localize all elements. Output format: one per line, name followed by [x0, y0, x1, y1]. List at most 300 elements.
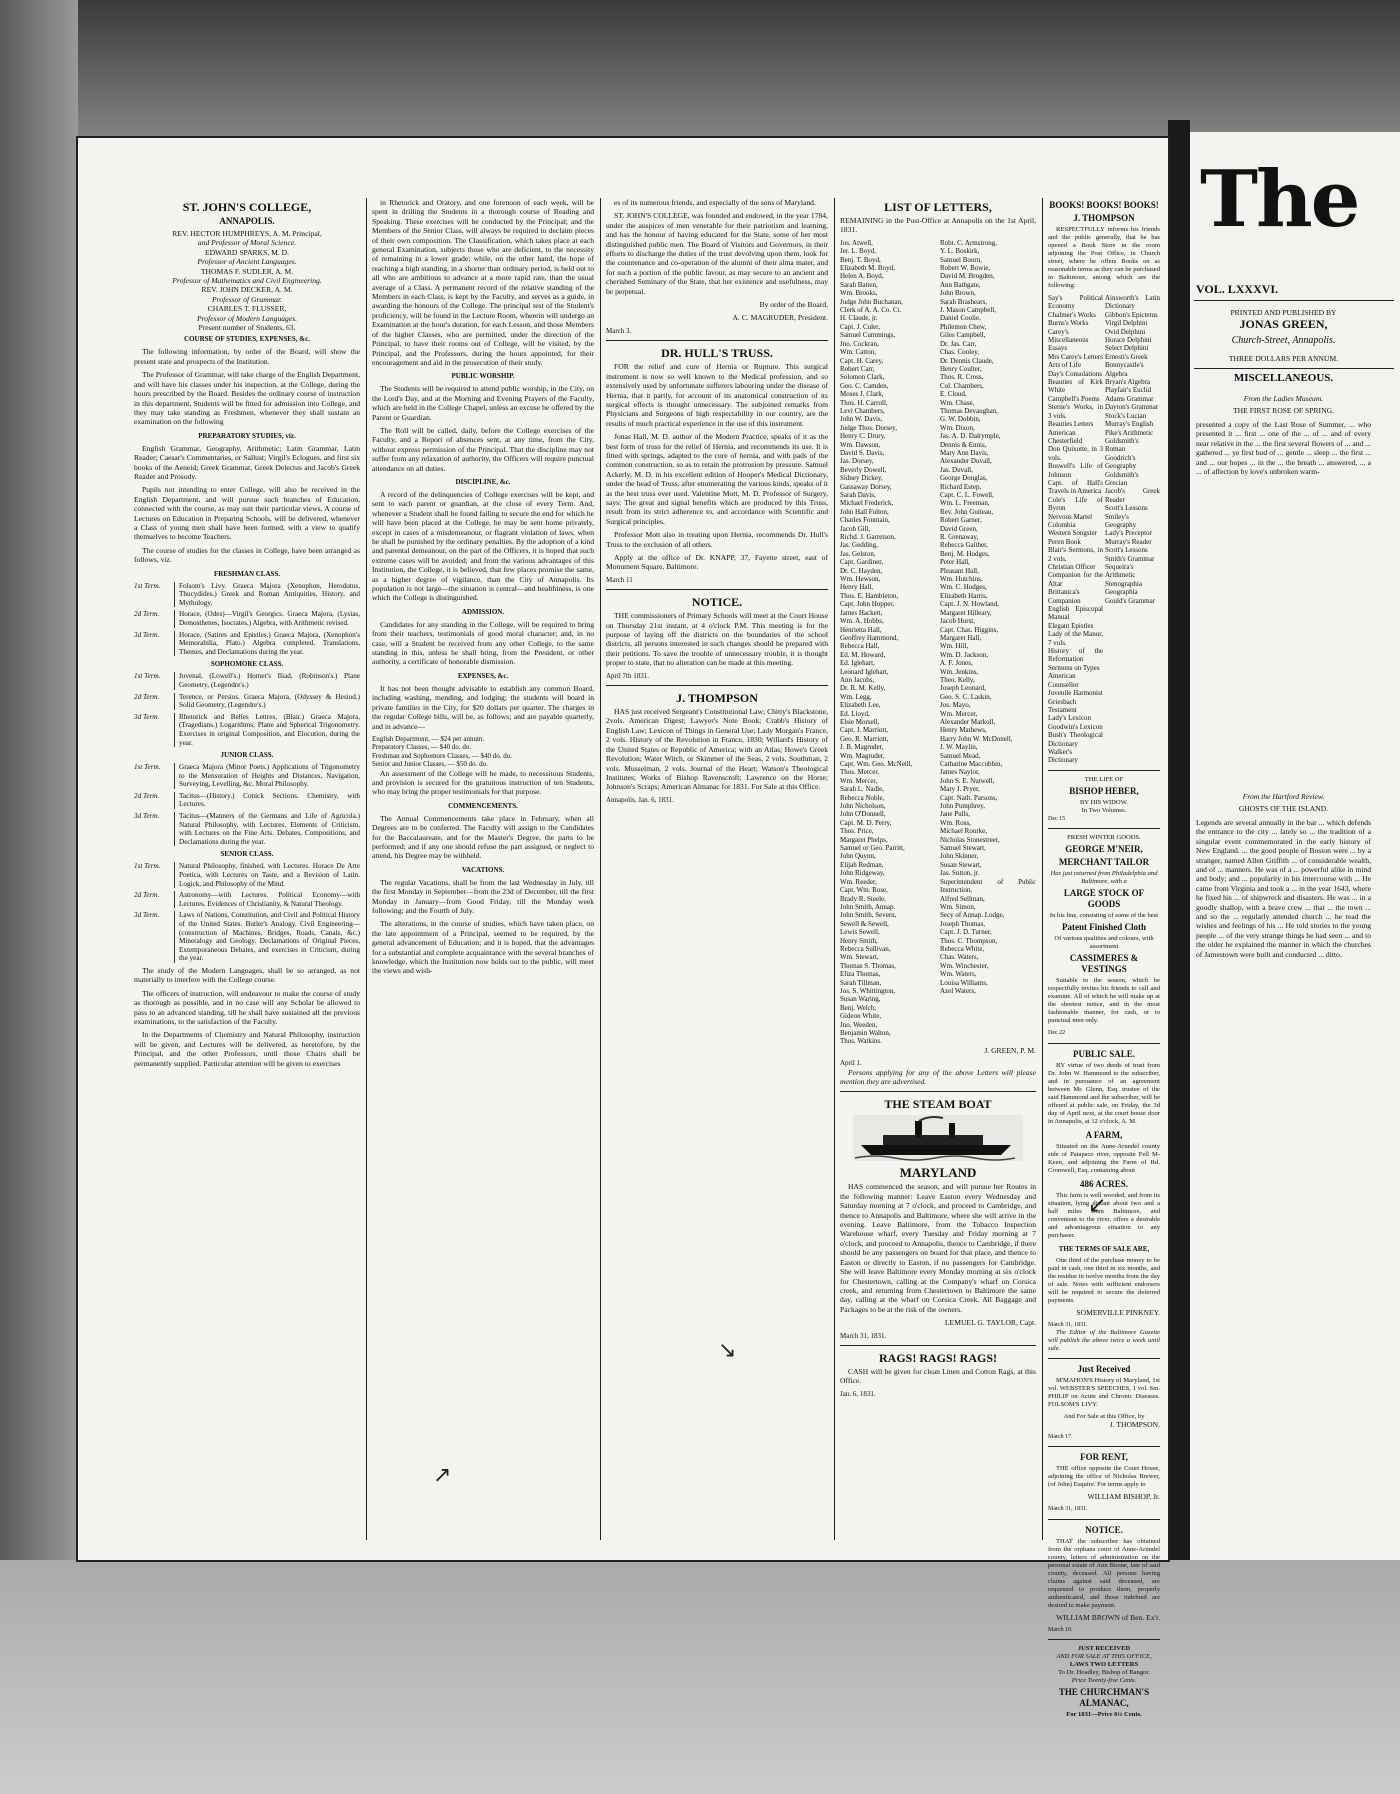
term-subjects: Terence, or Persius. Graeca Majora, (Odyssey & Hesiod.) Solid Geometry, (Legendre's.) — [174, 693, 360, 710]
term-subjects: Tacitus—(History.) Conick Sections. Chemistry, with Lectures. — [174, 792, 360, 809]
letters-note: Persons applying for any of the above Letters will please mention they are advertised. — [840, 1067, 1036, 1087]
letter-recipient: Richd. J. Garretson, — [840, 533, 896, 542]
expenses-heading: EXPENSES, &c. — [457, 671, 509, 680]
book-title: Bonnycastle's Algebra — [1105, 361, 1144, 378]
letter-recipient: John O'Donnell, — [840, 810, 886, 819]
rags-title: RAGS! RAGS! RAGS! — [878, 1350, 997, 1365]
letter-recipient: Capt. M. D. Perry, — [840, 818, 892, 827]
letter-recipient: Margaret Hall, — [940, 633, 982, 642]
book-title: Don Quixotte, in 3 vols. — [1048, 445, 1103, 462]
faculty-line: Professor of Ancient Languages. — [197, 257, 297, 267]
book-title: Arts of Life — [1048, 361, 1082, 370]
fee-line: English Department, — $24 per annum. — [372, 734, 485, 743]
book-title: Beauties Letters — [1048, 420, 1094, 429]
bishop-by: BY HIS WIDOW. — [1080, 798, 1128, 806]
letter-recipient: Elizabeth M. Boyd, — [840, 264, 895, 273]
course-term-row — [134, 631, 360, 657]
letter-recipient: Dr. R. M. Kelly, — [840, 684, 886, 693]
almanac-sale: AND FOR SALE AT THIS OFFICE, — [1056, 1653, 1152, 1661]
letter-recipient: Ann Jacobs, — [840, 675, 875, 684]
book-title: Goodrich's Geography — [1105, 453, 1137, 471]
letter-recipient: Harry John W. McDonell, — [940, 734, 1013, 743]
term-label: 1st Term. — [134, 862, 161, 871]
letter-recipient: Beverly Dowell, — [840, 465, 887, 474]
truss-title: DR. HULL'S TRUSS. — [661, 346, 773, 361]
letter-recipient: Solomon Clark, — [840, 373, 885, 382]
letter-recipient: Elizabeth Lee, — [840, 701, 881, 710]
almanac-to: To Dr. Hoadley, Bishop of Bangor. — [1058, 1669, 1150, 1677]
term-label: 2d Term. — [134, 891, 160, 900]
separator — [1048, 1043, 1160, 1044]
letter-recipient: Wm. Jenkins, — [940, 667, 979, 676]
letter-recipient: David S. Davis, — [840, 448, 885, 457]
board-order: By order of the Board, — [759, 300, 828, 310]
letter-recipient: Susan Waring, — [840, 995, 881, 1004]
term-subjects: Laws of Nations, Constitution, and Civil and Political History of the United States. Butler's Analogy. Civil Engineering—(construction of Machines, Bridges, Roads, Canals, &c.) Mineralogy and Geology. Declamations of Original Pieces, Extemporaneous Debates, and exercises in Criticism, during the year. — [174, 911, 360, 963]
admission-heading: ADMISSION. — [461, 607, 505, 616]
book-title: Ovid Delphini — [1105, 327, 1146, 336]
volume-number: VOL. LXXXVI. — [1196, 282, 1279, 296]
letter-recipient: Capt. J. N. Howland, — [940, 600, 999, 609]
roll-paragraph: The Roll will be called, daily, before the College exercises of the Faculty, and a Report of absences sent, at any time, from the City, without express permission of the Principal. That the discipline may not suffer from any relaxation of authority, the Officers will require punctual attendance on all duties. — [372, 425, 594, 473]
bishop-name: BISHOP HEBER, — [1069, 785, 1139, 796]
book-title: Brittanica's Companion — [1048, 588, 1081, 605]
term-label: 3d Term. — [134, 630, 160, 639]
letter-recipient: Rebecca Hall, — [840, 642, 880, 651]
separator — [840, 1345, 1036, 1346]
letter-recipient: G. W. Dobbin, — [940, 415, 981, 424]
letter-recipient: Charles Fountain, — [840, 516, 890, 525]
course-term-row — [134, 911, 360, 963]
letter-recipient: Jos. Mayo, — [940, 701, 971, 710]
prep-heading: PREPARATORY STUDIES, viz. — [198, 431, 296, 440]
letter-recipient: Thos. Price, — [840, 827, 874, 836]
vacations-paragraph: The regular Vacations, shall be from the last Wednesday in July, till the first Monday in September—from the 23d of December, till the first Monday in January—from Good Friday, till the Monday week following; and the Fourth of July. — [372, 877, 594, 915]
letter-recipient: J. B. Magruder, — [840, 743, 884, 752]
postmaster-date: April 1. — [840, 1059, 862, 1068]
letter-recipient: Thos. Mercer, — [840, 768, 880, 777]
letter-recipient: Nicholas Stonestreet, — [940, 835, 1000, 844]
faculty-line: Professor of Mathematics and Civil Engineering. — [172, 276, 322, 286]
rags-paragraph: CASH will be given for clean Linen and Cotton Rags, at this Office. — [840, 1366, 1036, 1386]
rent-date: March 31, 1831. — [1048, 1506, 1088, 1513]
column-college-continued — [372, 198, 594, 1540]
letter-recipient: A. F. Jones, — [940, 659, 973, 668]
letter-recipient: R. Grenaway, — [940, 533, 979, 542]
letter-recipient: Wm. Mercer, — [840, 776, 878, 785]
book-title: Griesbach Testament — [1048, 697, 1077, 714]
book-title: Adams Grammar — [1105, 394, 1154, 403]
expenses-paragraph: It has not been thought advisable to establish any common Board, including washing, mending, and lodging; the students will board in private families in the City, for $20 dollars per quarter. The charges in the regular College bills, will be, as follows; and are payable quarterly, and in advance— — [372, 683, 594, 731]
truss-mott: Professor Mott also in treating upon Hernia, recommends Dr. Hull's Truss to the exclusion of all others. — [606, 530, 828, 549]
term-subjects: Juvenal, (Lowell's.) Homer's Iliad, (Robinson's.) Plane Geometry, (Legendre's.) — [174, 672, 360, 689]
book-title: Ernesti's Greek — [1105, 352, 1148, 361]
letter-recipient: Ann Bathgate, — [940, 280, 981, 289]
terms-note: The Editor of the Baltimore Gazette will publish the above twice a week until sale. — [1048, 1328, 1160, 1352]
letter-recipient: Wm. C. Hodges, — [940, 583, 987, 592]
faculty-line: and Professor of Moral Science. — [197, 238, 297, 248]
ghost-text: Legends are several annually in the bar ... which defends the entrance to the city ... lately so ... the tradition of a singular event commemorated in the early history of New England. ... the good people of Boston were ... by a stranger, named Allen Griffith ... of considerable wealth, and of ... manners. He was of a ... powerful alike in mind and body; and ... popularity in his intercourse with ... He came from Virginia and took a ... in the year 1643, where he fixed his ... of shipwreck and disasters. He was ... in a goodly shallop, with a brave crew ... that ... the town ... and so the ... regularly attended church ... he read the wishes and feelings of his ... He told stories to the young people ... of the very strange things he had seen ... and to the older he explained the manner in which the churches of Jamestown were built and conducted ... ditto. — [1196, 818, 1371, 959]
book-title: Peren Book — [1048, 537, 1081, 546]
grammar-paragraph: The Professor of Grammar, will take charge of the English Department, and will have his classes under his inspection, at the College, during the hours prescribed by the Board. Besides the ordinary course of instruction in this department, Students will be fitted for admission into College, and they may take standing as Freshmen, whenever they shall sustain an examination on the following — [134, 370, 360, 427]
letter-recipient: Michael Frederick, — [840, 499, 894, 508]
letter-recipient: Helen A. Boyd, — [840, 272, 884, 281]
bishop-title: THE LIFE OF — [1084, 775, 1124, 783]
book-title: Colombia — [1048, 520, 1076, 529]
letter-recipient: Theo. Kelly, — [940, 675, 975, 684]
letter-recipient: Eliza Thomas, — [840, 970, 881, 979]
book-title: Smith's Grammar — [1105, 554, 1155, 563]
letter-recipient: Henrietta Hall, — [840, 625, 882, 634]
separator — [606, 340, 828, 341]
term-label: 3d Term. — [134, 911, 160, 920]
rags-date: Jan. 6, 1831. — [840, 1389, 876, 1398]
book-title: Select Delphini — [1105, 344, 1149, 353]
letter-recipient: Henry Hall, — [840, 583, 874, 592]
faculty-line: Professor of Grammar. — [212, 294, 282, 304]
book-title: Goldsmith's Roman — [1105, 436, 1139, 454]
letter-recipient: E. Cloud, — [940, 390, 967, 399]
letter-recipient: Daniel Coolie, — [940, 314, 981, 323]
term-label: 3d Term. — [134, 712, 160, 721]
book-title: Chalmer's Works — [1048, 310, 1096, 319]
postmaster: J. GREEN, P. M. — [984, 1045, 1036, 1055]
mcneir-line: Has just returned from Philadelphia and Baltimore, with a — [1050, 870, 1158, 886]
intro-paragraph: The following information, by order of the Board, will show the present state and prospects of the Institution. — [134, 347, 360, 366]
page-gutter — [1168, 120, 1190, 1560]
rent-title: FOR RENT, — [1080, 1452, 1128, 1463]
book-title: Sequeira's Arithmetic — [1105, 563, 1136, 580]
letter-recipient: Philemon Chew, — [940, 322, 987, 331]
term-label: 3d Term. — [134, 812, 160, 821]
books-list — [1048, 294, 1160, 765]
course-term-row — [134, 862, 360, 888]
faculty-line: REV. JOHN DECKER, A. M. — [201, 285, 293, 295]
received-note: And For Sale at this Office, by — [1063, 1412, 1145, 1420]
separator — [1048, 1519, 1160, 1520]
letter-recipient: John W. Davis, — [840, 415, 883, 424]
letter-recipient: Rebecca Gaither, — [940, 541, 988, 550]
letter-recipient: John Quynn, — [840, 852, 876, 861]
admin-notice-title: NOTICE. — [1085, 1524, 1123, 1535]
books-paragraph: RESPECTFULLY informs his friends and the public generally, that he has opened a Book Store in the room adjoining the Post Office, in Church street, where he offers Books on as reasonable terms as they can be purchased in Baltimore, among which are the following: — [1048, 226, 1160, 289]
letter-recipient: Wm. Mercer, — [940, 709, 978, 718]
letter-recipient: Elsie Morsell, — [840, 717, 880, 726]
letter-recipient: Robt. C. Armstrong, — [940, 238, 997, 247]
letter-recipient: Thos. E. Hambleton, — [840, 591, 899, 600]
letter-recipient: Geo. R. Marriott, — [840, 734, 889, 743]
letter-recipient: Thomas Devaughan, — [940, 406, 998, 415]
letter-recipient: Chas. Cooley, — [940, 348, 980, 357]
book-title: Capt. of Hall's Travels in America — [1048, 478, 1103, 496]
book-title: Christian Officer — [1048, 563, 1096, 571]
letter-recipient: Ed. Iglehart, — [840, 659, 875, 668]
letter-recipient: John Ridgeway, — [840, 869, 885, 878]
college-place: ANNAPOLIS. — [219, 216, 275, 226]
letter-recipient: Capt. Gardiner, — [840, 558, 884, 567]
letter-recipient: Wm. Hill, — [940, 642, 969, 651]
letter-recipient: Wm. Dixon, — [940, 423, 975, 432]
pupils-paragraph: Pupils not intending to enter College, will also be received in the English Department, and will pursue such branches of Education, connected with the course, as may suit their particular views. A course of Lectures on Education in Preparing Schools, will be delivered, whenever a Class of young men shall have been formed, with a view to qualify themselves to become Teachers. — [134, 485, 360, 542]
book-title: Stock's Lucian — [1105, 411, 1147, 420]
letter-recipient: Henry Mathews, — [940, 726, 987, 735]
letter-recipient: Wm. Hutchins, — [940, 575, 983, 584]
book-title: Western Songster — [1048, 529, 1098, 538]
book-title: Scott's Lessons — [1105, 504, 1148, 513]
letter-recipient: Brady R. Steele, — [840, 894, 886, 903]
letter-recipient: Samuel Cummings, — [840, 331, 896, 340]
letter-recipient: Y. L. Boskirk, — [940, 247, 980, 256]
letter-recipient: Wm. Chase, — [940, 398, 975, 407]
course-term-row — [134, 713, 360, 747]
letter-recipient: Sarah Batten, — [840, 280, 878, 289]
term-label: 2d Term. — [134, 791, 160, 800]
letter-recipient: Dennis & Ennis, — [940, 440, 987, 449]
letter-recipient: John Pumphrey, — [940, 802, 986, 811]
letter-recipient: Gideon White, — [840, 1012, 882, 1021]
letter-recipient: Louisa Williams, — [940, 978, 988, 987]
mcneir-cloth: Patent Finished Cloth — [1061, 922, 1146, 933]
truss-apply: Apply at the office of Dr. KNAPP, 37, Fayette street, east of Monument Square, Baltimore. — [606, 553, 828, 572]
letter-recipient: Benj. Welch, — [840, 1003, 877, 1012]
modern-languages-paragraph: The study of the Modern Languages, shall be so arranged, as not materially to interfere with the College course. — [134, 965, 360, 985]
letter-recipient: J. W. Maylin, — [940, 743, 978, 752]
letter-recipient: Samuel or Geo. Parritt, — [840, 844, 905, 853]
letter-recipient: Wm. D. Jackson, — [940, 650, 989, 659]
letter-recipient: Secy of Annap. Lodge, — [940, 911, 1005, 920]
separator — [840, 1091, 1036, 1092]
term-subjects: Rhetorick and Belles Lettres, (Blair.) Graeca Majora, (Tragedians.) Logarithms; Plane and Spherical Trigonometry. Exercises in original Composition, and Elocution, during the year. — [174, 713, 360, 747]
book-title: Beauties of Kirk White — [1048, 378, 1103, 395]
letter-recipient: Capt. J. D. Turner, — [940, 928, 992, 937]
almanac-price: Price Twenty-five Cents. — [1071, 1677, 1137, 1685]
scan-backdrop-left — [0, 0, 78, 1794]
course-term-row — [134, 763, 360, 789]
letter-recipient: Rebecca White, — [940, 944, 985, 953]
book-title: Lady's Lexicon — [1048, 714, 1092, 723]
junior-heading: JUNIOR CLASS. — [220, 751, 274, 760]
term-subjects: Folsom's Livy. Graeca Majora (Xenophon, Herodotus, Thucydides.) Greek and Roman Antiquities, History, and Mythology. — [174, 582, 360, 608]
founding-paragraph: ST. JOHN'S COLLEGE, was founded and endowed, in the year 1784, under the auspices of men venerable for their patriotism and learning, and has the honour of having educated for the State, some of her most distinguished public men. The Board of Visitors and Governors, in their efforts to discharge the duties of the trust devolving upon them, look for the countenance and co-operation of the alumni of their alma mater, and for such a portion of the public favour, as may secure to an ancient and cherished Seminary of the State, that her existence and usefulness, may be perpetual. — [606, 211, 828, 296]
book-title: Sermons on Types — [1048, 663, 1100, 672]
letter-recipient: John Hall Fulton, — [840, 507, 889, 516]
letter-recipient: Giles Campbell, — [940, 331, 986, 340]
farm-paragraph: Situated on the Anne-Arundel county side of Patapsco river, opposite Fell M-Keen, and adjoining the Farm of Rd. Cromwell, Esq. containing about — [1048, 1142, 1160, 1174]
letter-recipient: Elijah Redman, — [840, 860, 884, 869]
separator — [606, 685, 828, 686]
source-ladies-museum: From the Ladies Museum. — [1243, 394, 1324, 403]
mcneir-p3: Suitable to the season, which he respectfully invites his friends to call and examine. All of which he will make up at the shortest notice, and in the most fashionable manner, for cash, or to punctual men only. — [1048, 977, 1160, 1025]
terms-signer: SOMERVILLE PINKNEY. — [1076, 1307, 1160, 1317]
letter-recipient: Jas. A. D. Dalrymple, — [940, 432, 1001, 441]
letter-recipient: Samuel Mead, — [940, 751, 981, 760]
letter-recipient: Pleasant Hall, — [940, 566, 979, 575]
letter-recipient: Elizabeth Harris, — [940, 591, 988, 600]
term-label: 2d Term. — [134, 692, 160, 701]
book-title: Virgil Delphini — [1105, 319, 1148, 328]
letter-recipient: Wm. L. Freeman, — [940, 499, 990, 508]
course-term-row — [134, 693, 360, 710]
letter-recipient: Chas. Waters, — [940, 953, 979, 962]
letter-recipient: Wm. Ross, — [940, 818, 971, 827]
letter-recipient: Sarah Davis, — [840, 491, 876, 499]
letter-recipient: Mary J. Pryer, — [940, 785, 980, 794]
letter-recipient: Jacob Gill, — [840, 524, 871, 533]
book-title: English Episcopal Manual — [1048, 605, 1103, 622]
books-seller: J. THOMPSON — [1073, 213, 1135, 223]
course-term-row — [134, 582, 360, 608]
scan-backdrop-top — [0, 0, 1400, 150]
received-signer: J. THOMPSON. — [1109, 1419, 1160, 1429]
fee-line: Freshman and Sophomore Classes, — $40 do. do. — [372, 751, 512, 760]
letter-recipient: Susan Stewart, — [940, 860, 982, 869]
letter-recipient: Jas. Duvall, — [940, 465, 973, 474]
letter-recipient: Wm. Reeder, — [840, 877, 877, 886]
separator — [1048, 1446, 1160, 1447]
letter-recipient: Wm. Hewson, — [840, 575, 881, 584]
letter-recipient: George Douglas, — [940, 474, 988, 483]
letter-recipient: Dr. Jas. Carr, — [940, 339, 977, 348]
letter-recipient: Judge John Buchanan, — [840, 297, 903, 306]
letter-recipient: Wm. Waters, — [940, 970, 977, 979]
schools-notice-paragraph: THE commissioners of Primary Schools will meet at the Court House on Thursday 21st instant, at 4 o'clock P.M. This meeting is for the purpose of laying off the districts on the boundaries of the school districts, all persons interested in such changes should be prepared with their petitions. To save the trouble of unnecessary trouble, it is thought proper to state, that no alteration can be made at this meeting. — [606, 611, 828, 668]
letter-recipient: Dr. C. Hayden, — [840, 566, 883, 575]
steamboat-signer: LEMUEL G. TAYLOR, Capt. — [944, 1318, 1036, 1328]
sale-title: PUBLIC SALE. — [1072, 1048, 1135, 1059]
letter-recipient: Samuel Bourn, — [940, 255, 982, 264]
received-title: Just Received — [1077, 1363, 1131, 1374]
book-title: Cole's Life of Byron — [1048, 495, 1103, 513]
letter-recipient: Joseph Thomas, — [940, 919, 985, 928]
letter-recipient: Margaret Hilleary, — [940, 608, 992, 617]
letter-recipient: Thos. H. Carroll, — [840, 398, 888, 407]
course-term-row — [134, 792, 360, 809]
prep-paragraph: English Grammar, Geography, Arithmetic; Latin Grammar, Latin Reader; Caesar's Commentaries, or Sallust; Virgil's Eclogues, and first six books of the Aeneid; Greek Grammar, Greek Delectus and Jacob's Greek Reader and Prosody. — [134, 443, 360, 481]
letter-recipient: Capt. Wm. Rose, — [840, 886, 888, 895]
steamboat-icon — [853, 1115, 1023, 1161]
truss-paragraph: FOR the relief and cure of Hernia or Rupture. This surgical instrument is now so well known to the Medical profession, and so extensively used by unfortunate sufferers labouring under the disease of Hernia, that it partly, for account of its anatomical construction of its surgical effects is thought unnecessary. The subjoined remarks from Physicians and Surgeons of high respectability in our country, are the results of much practical experience in the use of this instrument. — [606, 362, 828, 428]
book-title: Companion for the Altar — [1048, 571, 1103, 588]
course-term-row — [134, 672, 360, 689]
letter-recipient: James Naylor, — [940, 768, 980, 777]
masthead-rule — [1194, 368, 1394, 369]
column-rule — [834, 198, 835, 1540]
source-hartford-review: From the Hartford Review. — [1242, 792, 1325, 801]
faculty-line: REV. HECTOR HUMPHREYS, A. M. Principal, — [172, 229, 322, 238]
worship-paragraph: The Students will be required to attend public worship, in the City, on the Lord's Day, and at the Morning and Evening Prayers of the Faculty, which are held in the College Chapel, unless an excuse be offered by the Parent or Guardian. — [372, 384, 594, 422]
letter-recipient: Joseph Leonard, — [940, 684, 986, 693]
letter-recipient: Jer. L. Boyd, — [840, 247, 876, 256]
letters-names-right — [940, 239, 1036, 1046]
letter-recipient: Sarah L. Nadle, — [840, 785, 884, 794]
terms-date: March 31, 1831. — [1048, 1321, 1088, 1328]
letter-recipient: Jas. Gelston, — [840, 549, 876, 558]
mcneir-p1: In his line, consisting of some of the best — [1049, 912, 1159, 920]
course-heading: COURSE OF STUDIES, EXPENSES, &c. — [184, 335, 310, 344]
letter-recipient: Capt. John Hopper, — [840, 600, 895, 609]
rent-signer: WILLIAM BISHOP, Jr. — [1087, 1492, 1160, 1502]
term-subjects: Tacitus—(Manners of the Germans and Life of Agricola.) Natural Philosophy, with Lectures. Elements of Criticism, with Lectures on the Fine Arts. Debates, Compositions, and Declamations during the year. — [174, 812, 360, 846]
letter-recipient: Rev. John Guiteau, — [940, 507, 994, 516]
faculty-line: CHARLES T. FLUSSER, — [207, 304, 287, 314]
vacations-heading: VACATIONS. — [461, 865, 505, 874]
letter-recipient: John Smith, Severn, — [840, 911, 897, 920]
friends-paragraph: es of its numerous friends, and especially of the sons of Maryland. — [614, 198, 816, 207]
letter-recipient: Thos. R. Cross, — [940, 373, 984, 382]
commencements-paragraph: The Annual Commencements take place in February, when all Degrees are to be conferred. The Faculty will assign to the Candidates for the Baccalaureate, and for the Master's Degree, the parts to be performed; and if any one should refuse the part assigned, or neglect to attend, his Degree may be withheld. — [372, 813, 594, 861]
letter-recipient: Wm. Brooks, — [840, 289, 878, 298]
term-subjects: Natural Philosophy, finished, with Lectures. Horace De Arte Poetica, with Lectures on Taste, and a Revision of Latin. Logick, and Philosophy of the Mind. — [174, 862, 360, 888]
term-label: 2d Term. — [134, 610, 160, 619]
separator — [1048, 770, 1160, 771]
steamboat-heading: THE STEAM BOAT — [884, 1097, 992, 1112]
book-title: Day's Consolations — [1048, 369, 1102, 378]
rose-text: presented a copy of the Last Rose of Summer, ... who presented it ... first ... one of the ... of ... and of every near relative in the ... the first several flowers of ... and ... gathered ... ye first bud of ... gentle ... sleep ... the first ... and ... our hopes ... in the ... the breath ... answered, ... a ... of affection by love's unbroken warm- — [1196, 420, 1371, 477]
terms-paragraph: One third of the purchase money to be paid in cash, one third in six months, and the residue in twelve months from the day of sale. Notes with sufficient endorsers will be required to secure the deferred payments. — [1048, 1256, 1160, 1304]
letter-recipient: Lewis Sewell, — [840, 928, 880, 937]
letter-recipient: Jas. Sutton, jr. — [940, 869, 980, 878]
letter-recipient: Robert Garner, — [940, 516, 982, 525]
term-label: 1st Term. — [134, 581, 161, 590]
assessment-paragraph: An assessment of the College will be made, to necessitous Students, and provision is secured for the gratuitous instruction of ten Students, who may bring the proper testimonials for that purpose. — [372, 768, 594, 797]
almanac-year: For 1831—Price 6¼ Cents. — [1066, 1711, 1142, 1719]
letter-recipient: H. Claude, jr. — [840, 314, 878, 323]
letter-recipient: Superintendent of Public Instruction, — [940, 877, 1036, 895]
book-title: Murray's English — [1105, 420, 1154, 429]
letter-recipient: Jas. Gedding, — [840, 541, 878, 550]
letter-recipient: Wm. Stewart, — [840, 953, 879, 962]
schools-notice-title: NOTICE. — [691, 595, 743, 610]
fee-line: Preparatory Classes, — $40 do. do. — [372, 743, 472, 752]
letter-recipient: Col. Chambers, — [940, 381, 984, 390]
admission-paragraph: Candidates for any standing in the College, will be required to bring from their teachers, testimonials of good moral character; and, in no case, will a Student be received from any other College, to the same standing in this, unless he shall bring, from the President, or other authority, a certificate of honorable dismission. — [372, 619, 594, 667]
book-title: Smiley's Geography — [1105, 512, 1137, 529]
alterations-paragraph: The alterations, in the course of studies, which have taken place, on the late appointment of a Principal, seemed to be required, by the general advancement of Education; and it is hoped, that the advantages for a substantial and complete acquaintance with the several branches of knowledge, which the Institution now holds out to the public, will meet the views and wish- — [372, 919, 594, 976]
letter-recipient: Capt. J. Culer, — [840, 322, 880, 331]
farm-acres: 486 ACRES. — [1079, 1178, 1128, 1189]
letter-recipient: Jane Pulls, — [940, 810, 970, 819]
letter-recipient: Wm. Catton, — [840, 348, 876, 357]
book-title: Lady's Preceptor — [1105, 529, 1152, 538]
book-title: Say's Political Economy — [1048, 294, 1103, 311]
letter-recipient: James Hackett, — [840, 608, 883, 617]
book-title: History of the Reformation — [1048, 647, 1103, 664]
column-letters — [840, 198, 1036, 1540]
book-title: Sterne's Works, in 3 vols. — [1048, 403, 1103, 420]
letter-recipient: Henry Coulter, — [940, 364, 982, 373]
book-title: Pike's Arithmetic — [1105, 428, 1154, 437]
rose-title: THE FIRST ROSE OF SPRING. — [1233, 406, 1334, 415]
book-title: Bryan's Algebra — [1105, 378, 1151, 387]
schools-notice-date: April 7th 1831. — [606, 671, 649, 680]
letter-recipient: Wm. Magruder, — [840, 751, 885, 760]
book-title: American Chesterfield — [1048, 428, 1083, 445]
rent-paragraph: THE office opposite the Court House, adjoining the office of Nicholas Brewer, (of John) Esquire. For terms apply to — [1048, 1465, 1160, 1489]
book-title: Campbell's Poems — [1048, 394, 1100, 403]
book-title: Boswell's Life of Johnson — [1048, 462, 1103, 479]
bishop-date: Dec 15 — [1048, 815, 1066, 822]
rhetoric-paragraph: in Rhetorick and Oratory, and one forenoon of each week, will be spent in drilling the Students in a thorough course of Reading and Speaking. These exercises will be conducted by the Principal; and the Members of the Senior Class, will always be required to declaim pieces of their own composition. The Classification, which takes place at each general Examination, subjects those who are deficient, to the necessity of remaining in a lower grade; while, on the other hand, the hope of reaching a high standing, in a shorter than ordinary period, is held out to all who are ambitious to advance at a more rapid rate, than the usual average of a Class. A permanent record of the relative standing of the Members in each Class, is kept by the Faculty, and serves as a guide, in awarding the honours of the College. The principal test of the Student's proficiency, will be found in the Lecture Room, wherein will undergo an Examination at the hour's duration, for each Lesson, and those Members of the higher Classes, who are permitted, under the direction of the Principal, to have their rooms out of College, will be visited, by the Principal, and the Professors, during the hours appointed, for their encouragement and aid in the prosecution of their study. — [372, 198, 594, 367]
letter-recipient: Jos. S. Whittington, — [840, 986, 896, 995]
books-list-left — [1048, 294, 1103, 765]
term-subjects: Astronomy—with Lectures. Political Economy—with Lectures. Evidences of Christianity, & Natural Theology. — [174, 891, 360, 908]
term-label: 1st Term. — [134, 672, 161, 681]
letter-recipient: Wm. Simon, — [940, 902, 976, 911]
publisher-name: JONAS GREEN, — [1239, 317, 1328, 331]
letter-recipient: Wm. Legg, — [840, 692, 872, 701]
letter-recipient: Capt. C. L. Fowell, — [940, 491, 994, 499]
course-term-row — [134, 891, 360, 908]
